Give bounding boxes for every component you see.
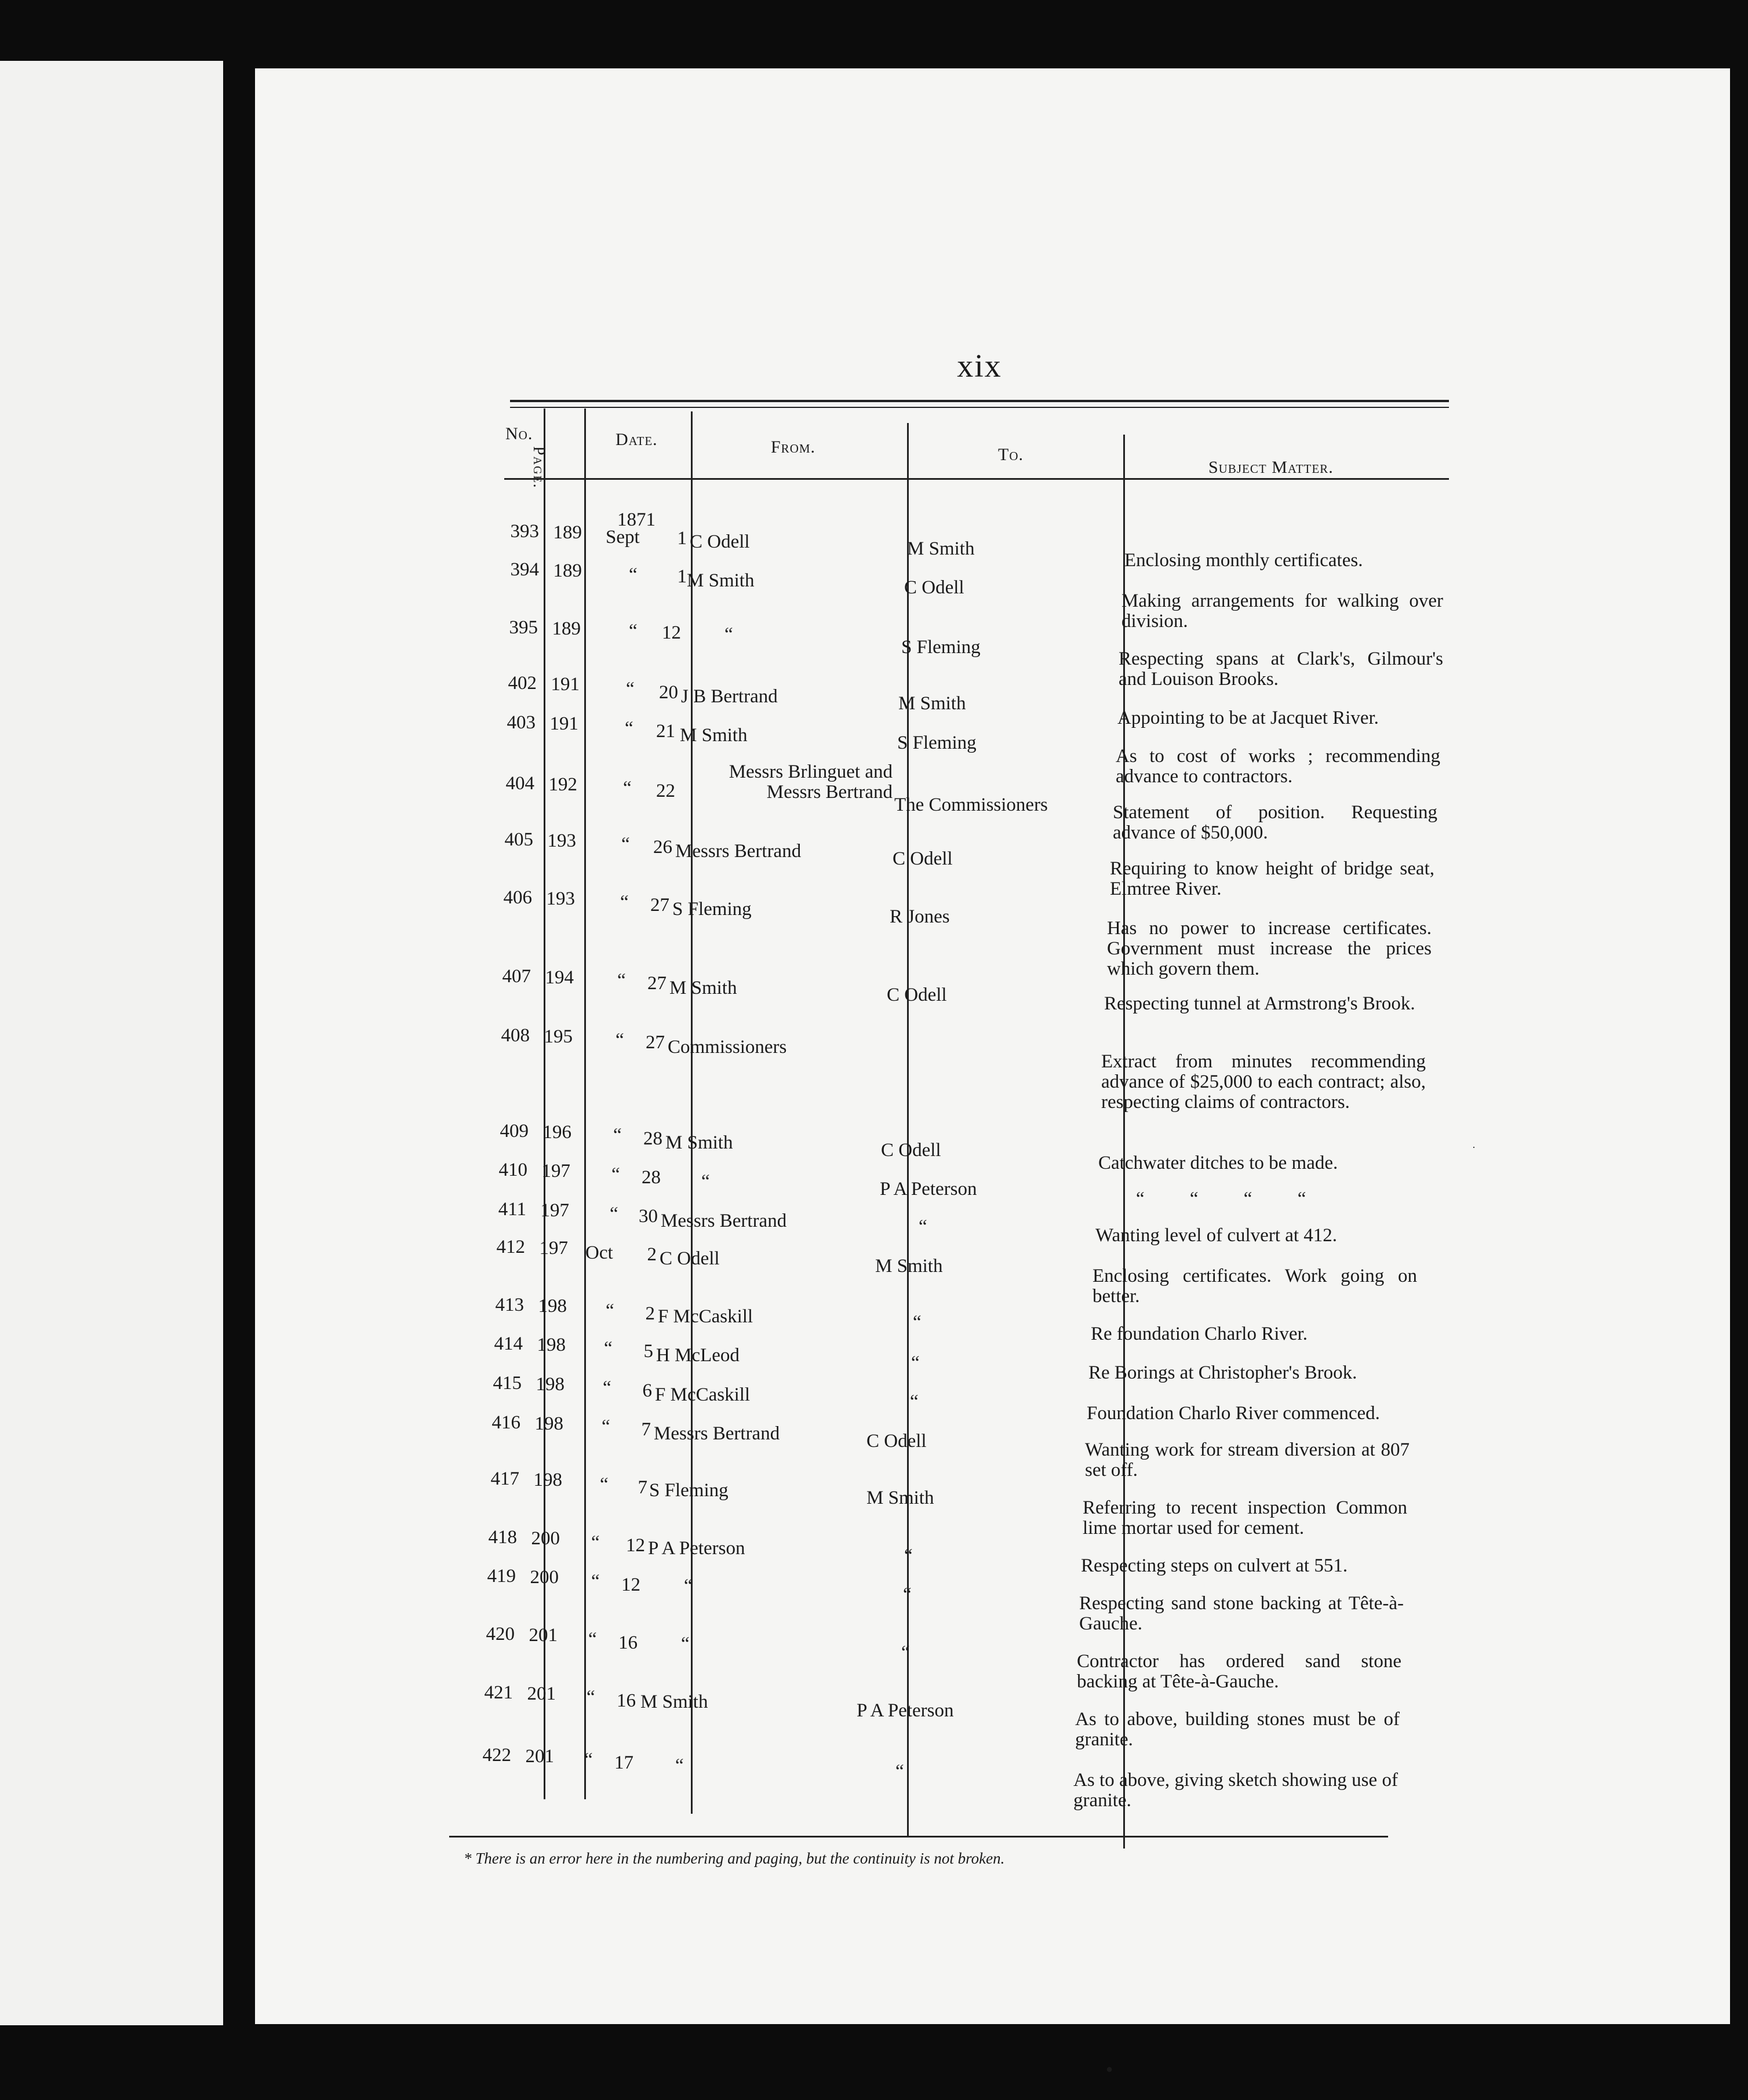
row-month: “ [587,1687,595,1708]
row-subject: Catchwater ditches to be made. [1098,1153,1338,1173]
row-no: 404 [505,773,534,794]
row-to: The Commissioners [894,794,1048,815]
row-no: 420 [486,1624,515,1645]
row-no: 409 [500,1121,529,1142]
row-to: “ [904,1545,913,1566]
row-from: J B Bertrand [681,686,778,707]
row-month: “ [603,1377,611,1398]
row-month: “ [623,778,632,799]
row-month: “ [611,1164,620,1185]
row-page: 197 [541,1161,570,1182]
row-no: 414 [494,1333,523,1354]
row-no: 415 [493,1373,522,1394]
row-from: “ [681,1634,690,1654]
row-no: 416 [491,1412,520,1433]
row-month: “ [591,1571,600,1592]
row-to: “ [913,1312,922,1333]
row-subject: Has no power to increase certificates. Government must increase the prices which govern them. [1107,918,1432,979]
row-day: 12 [626,1535,645,1556]
row-day: 28 [642,1167,661,1188]
row-day: 22 [656,781,675,801]
row-subject: Wanting work for stream diversion at 807 set off. [1085,1439,1410,1481]
row-day: 12 [662,622,681,643]
row-day: 30 [639,1206,658,1227]
row-to: S Fleming [901,637,981,658]
row-to: “ [919,1216,927,1237]
row-from: P A Peterson [648,1538,745,1559]
row-month: “ [588,1629,597,1650]
row-to: C Odell [904,577,964,598]
row-page: 193 [546,888,575,909]
row-from: “ [675,1755,684,1776]
row-page: 189 [553,522,582,543]
row-no: 403 [507,712,536,733]
row-month: “ [591,1532,600,1553]
row-no: 408 [501,1025,530,1046]
row-page: 198 [533,1470,562,1490]
row-month: “ [625,718,633,739]
row-page: 198 [536,1374,565,1395]
row-no: 402 [508,673,537,694]
row-subject: Respecting sand stone backing at Tête-à-Gauche. [1079,1593,1404,1634]
row-page: 198 [537,1335,566,1355]
row-page: 191 [549,713,578,734]
row-subject: Wanting level of culvert at 412. [1095,1225,1338,1246]
row-month: “ [629,621,638,641]
row-to: M Smith [866,1488,934,1508]
row-page: 189 [553,560,582,581]
left-page [0,61,223,2025]
row-day: 27 [647,973,667,994]
row-subject: Re foundation Charlo River. [1091,1324,1308,1344]
row-page: 201 [525,1746,554,1767]
row-day: 1 [677,566,687,587]
row-no: 413 [495,1295,524,1315]
row-day: 7 [638,1477,647,1498]
row-subject: Respecting steps on culvert at 551. [1081,1555,1348,1576]
row-day: 6 [642,1380,652,1401]
row-from: F McCaskill [655,1384,751,1405]
row-page: 197 [539,1238,568,1259]
row-month: “ [613,1125,622,1146]
header-top-rule-2 [510,407,1449,408]
row-month: “ [584,1749,593,1770]
header-bottom-rule [504,478,1449,480]
row-from: M Smith [680,725,748,746]
row-page: 200 [531,1528,560,1549]
row-subject: Contractor has ordered sand stone backing at Tête-à-Gauche. [1077,1651,1401,1692]
row-day: 28 [643,1128,662,1149]
year-label: 1871 [617,509,656,530]
row-no: 406 [503,887,532,908]
row-to: “ [903,1584,912,1605]
row-from: M Smith [640,1691,708,1712]
row-month: “ [626,679,635,699]
row-subject: Enclosing monthly certificates. [1124,550,1363,571]
row-day: 1 [677,528,687,549]
row-subject: Respecting tunnel at Armstrong's Brook. [1104,993,1415,1014]
row-from: M Smith [669,978,737,998]
row-page: 191 [551,674,580,695]
row-from: Messrs Bertrand [654,1423,780,1444]
header-from: From. [771,437,816,457]
row-to: R Jones [890,906,950,927]
row-month: Oct [585,1242,613,1263]
row-page: 200 [530,1567,559,1588]
row-no: 421 [484,1682,513,1703]
row-no: 422 [482,1745,511,1766]
row-month: Sept [606,527,640,548]
row-page: 194 [545,967,574,988]
row-page: 198 [534,1413,563,1434]
column-divider-date [691,411,693,1814]
row-day: 20 [659,682,678,703]
row-no: 419 [487,1566,516,1587]
row-page: 198 [538,1296,567,1317]
row-day: 27 [650,895,669,916]
row-no: 394 [510,559,539,580]
row-subject: Re Borings at Christopher's Brook. [1088,1362,1357,1383]
row-subject: Respecting spans at Clark's, Gilmour's and Louison Brooks. [1119,648,1443,690]
row-no: 410 [498,1160,527,1180]
row-from: “ [701,1171,710,1192]
row-from: Commissioners [668,1037,787,1058]
row-day: 12 [621,1574,640,1595]
row-subject: Statement of position. Requesting advance of $50,000. [1113,802,1437,843]
row-no: 393 [510,521,539,542]
row-to: P A Peterson [857,1700,954,1721]
row-subject: As to cost of works ; recommending advance to contractors. [1116,746,1440,787]
row-month: “ [602,1416,610,1437]
row-to: C Odell [866,1431,927,1452]
row-from: F McCaskill [658,1306,753,1327]
header-subject: Subject Matter. [1208,458,1334,477]
row-day: 2 [647,1244,657,1265]
row-from: “ [684,1576,693,1596]
row-no: 405 [504,829,533,850]
page-blemish: ● [1106,2063,1113,2076]
row-subject: As to above, giving sketch showing use of granite. [1073,1770,1398,1811]
row-no: 412 [496,1237,525,1257]
row-page: 189 [552,618,581,639]
row-subject: Appointing to be at Jacquet River. [1117,708,1379,728]
row-subject: Requiring to know height of bridge seat, Elmtree River. [1110,858,1434,899]
row-month: “ [621,834,630,855]
row-to: “ [901,1642,910,1663]
row-month: “ [604,1338,613,1359]
row-from: M Smith [665,1132,733,1153]
row-to: “ [910,1391,919,1412]
row-to: P A Peterson [880,1179,977,1200]
row-no: 407 [502,966,531,987]
row-day: 2 [645,1303,655,1324]
row-day: 7 [641,1419,651,1440]
row-to: M Smith [907,538,975,559]
header-date: Date. [616,430,658,449]
row-to: S Fleming [897,732,977,753]
row-subject: “ “ “ “ [1136,1188,1306,1209]
row-page: 195 [544,1026,573,1047]
footnote: * There is an error here in the numbering and paging, but the continuity is not broken. [464,1850,1005,1867]
header-no: No. [505,424,533,443]
row-to: C Odell [881,1140,941,1161]
row-month: “ [610,1204,618,1224]
row-day: 16 [618,1632,638,1653]
row-page: 196 [542,1122,571,1143]
row-to: C Odell [893,848,953,869]
row-subject: Enclosing certificates. Work going on better. [1092,1266,1417,1307]
row-from: Messrs Bertrand [661,1211,787,1231]
column-divider-no [544,409,545,1799]
row-month: “ [617,970,626,991]
header-to: To. [998,445,1024,464]
row-to: M Smith [898,693,966,714]
row-page: 197 [540,1200,569,1221]
header-top-rule [510,400,1449,402]
column-divider-to [1123,435,1125,1849]
row-to: C Odell [887,985,947,1005]
row-day: 16 [617,1690,636,1711]
row-subject: Foundation Charlo River commenced. [1087,1403,1380,1424]
table-bottom-rule [449,1836,1388,1837]
row-no: 417 [490,1468,519,1489]
row-from: “ [724,624,733,645]
row-day: 26 [653,837,672,858]
row-page: 201 [527,1683,556,1704]
row-from: Messrs Bertrand [675,841,802,862]
row-subject: Referring to recent inspection Common lime mortar used for cement. [1083,1497,1407,1538]
row-month: “ [606,1300,614,1321]
row-from: M Smith [687,570,755,591]
row-no: 411 [498,1199,526,1220]
row-day: 17 [614,1752,633,1773]
row-month: “ [616,1030,624,1051]
row-page: 192 [548,774,577,795]
row-to: “ [895,1761,904,1782]
row-page: 193 [547,830,576,851]
row-to: “ [911,1352,920,1373]
row-from: H McLeod [656,1345,740,1366]
row-subject: As to above, building stones must be of granite. [1075,1709,1400,1750]
row-month: “ [629,564,638,585]
row-from: S Fleming [649,1480,729,1501]
row-from: S Fleming [672,899,752,920]
row-month: “ [620,892,629,913]
row-page: 201 [529,1625,558,1646]
row-day: 27 [646,1032,665,1053]
row-from: C Odell [660,1248,720,1269]
row-no: 418 [488,1527,517,1548]
row-month: “ [600,1474,609,1495]
column-divider-from [907,423,909,1837]
row-from: Messrs Brlinguet and Messrs Bertrand [729,761,893,803]
row-from: C Odell [690,531,750,552]
row-day: 5 [643,1341,653,1362]
row-subject: Extract from minutes recommending advance of $25,000 to each contract; also, respecting claims of contractors. [1101,1051,1426,1113]
row-subject: Making arrangements for walking over division. [1121,590,1443,632]
page-number: xix [957,348,1002,384]
row-no: 395 [509,617,538,638]
column-divider-page [584,409,586,1799]
book-spine [223,61,255,2025]
row-to: M Smith [875,1256,943,1277]
page-blemish: · [1472,1142,1476,1153]
row-day: 21 [656,721,675,742]
header-page: Page. [530,446,548,489]
